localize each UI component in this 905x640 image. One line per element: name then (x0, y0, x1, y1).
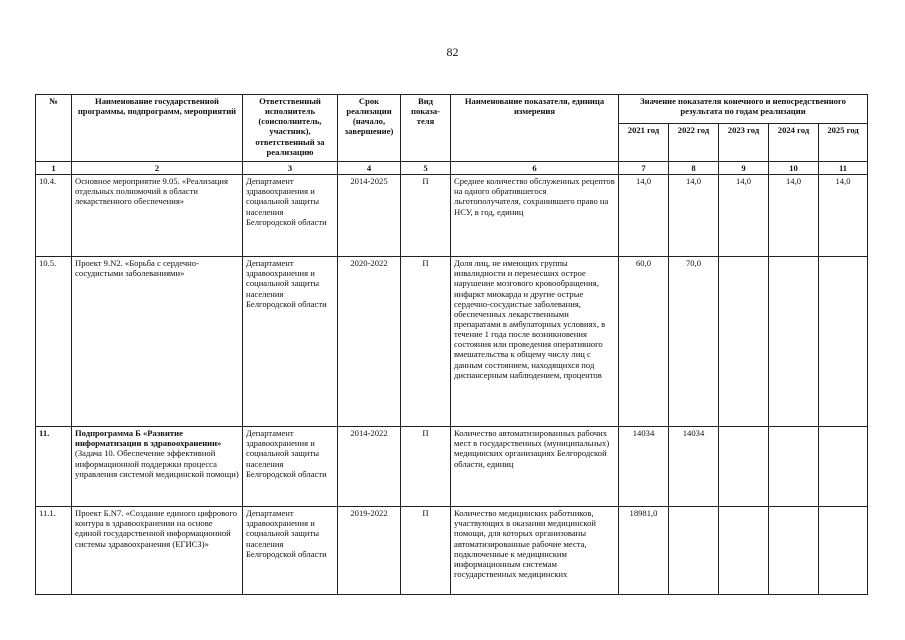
table-row (36, 427, 868, 507)
header-year: 2025 год (819, 124, 868, 162)
row-num: 10.4. (36, 175, 72, 257)
row-term: 2019-2022 (338, 507, 401, 595)
row-num: 10.5. (36, 257, 72, 427)
column-number: 3 (243, 162, 338, 175)
column-number: 7 (619, 162, 669, 175)
row-name-cell (72, 427, 243, 507)
row-indicator: Доля лиц, не имеющих группы инвалидности и перенесших острое нарушение мозгового кровообращения, инфаркт миокарда и другие острые сердечно-сосудистые заболевания, обеспеченных лекарственными препаратами в амбулаторных условиях, в течение 1 года после возникновения состояния или проведения оперативного вмешательства к общему числу лиц с данным состоянием, находящихся под диспансерным наблюдением, процентов (451, 257, 619, 427)
value-2022: 14034 (669, 427, 719, 507)
value-2021: 18981,0 (619, 507, 669, 595)
value-2021: 14,0 (619, 175, 669, 257)
row-indicator: Количество автоматизированных рабочих мест в государственных (муниципальных) медицинских организациях Белгородской области, единиц (451, 427, 619, 507)
row-executor: Департамент здравоохранения и социальной защиты населения Белгородской области (243, 507, 338, 595)
column-number: 1 (36, 162, 72, 175)
value-2023 (719, 427, 769, 507)
value-2023 (719, 507, 769, 595)
column-number: 9 (719, 162, 769, 175)
row-indicator: Количество медицинских работников, участвующих в оказании медицинской помощи, для которых организованы автоматизированные рабочие места, подключенные к медицинским информационным системам государственных медицинских (451, 507, 619, 595)
column-number: 8 (669, 162, 719, 175)
row-term: 2014-2025 (338, 175, 401, 257)
header-year: 2024 год (769, 124, 819, 162)
table-row (36, 257, 868, 427)
value-2024 (769, 427, 819, 507)
header-executor: Ответственный исполнитель (соисполнитель, участник), ответственный за реализацию (243, 95, 338, 162)
value-2024 (769, 257, 819, 427)
column-number: 2 (72, 162, 243, 175)
row-executor: Департамент здравоохранения и социальной защиты населения Белгородской области (243, 257, 338, 427)
row-name: Проект Б.N7. «Создание единого цифрового контура в здравоохранении на основе единой государственной информационной системы здравоохранения (ЕГИСЗ)» (72, 507, 243, 595)
column-number: 5 (401, 162, 451, 175)
column-number: 10 (769, 162, 819, 175)
row-name: (Задача 10. Обеспечение эффективной информационной поддержки процесса управления системой медицинской помощи) (75, 448, 239, 479)
value-2025 (819, 427, 868, 507)
value-2024 (769, 507, 819, 595)
column-number: 11 (819, 162, 868, 175)
value-2022 (669, 507, 719, 595)
table-row (36, 175, 868, 257)
header-name: Наименование государственной программы, подпрограмм, мероприятий (72, 95, 243, 162)
page-number: 82 (446, 45, 459, 59)
row-indicator: Среднее количество обслуженных рецептов на одного обратившегося льготополучателя, сохранившего право на НСУ, в год, единиц (451, 175, 619, 257)
header-year: 2021 год (619, 124, 669, 162)
header-num: № (36, 95, 72, 162)
row-type: П (401, 257, 451, 427)
column-number: 4 (338, 162, 401, 175)
row-executor: Департамент здравоохранения и социальной защиты населения Белгородской области (243, 175, 338, 257)
value-2025 (819, 257, 868, 427)
header-type: Вид показа-теля (401, 95, 451, 162)
value-2022: 70,0 (669, 257, 719, 427)
header-year: 2022 год (669, 124, 719, 162)
value-2023 (719, 257, 769, 427)
row-type: П (401, 175, 451, 257)
row-num: 11.1. (36, 507, 72, 595)
value-2021: 60,0 (619, 257, 669, 427)
value-2024: 14,0 (769, 175, 819, 257)
row-term: 2020-2022 (338, 257, 401, 427)
value-2022: 14,0 (669, 175, 719, 257)
row-num: 11. (36, 427, 72, 507)
column-number-row (36, 162, 868, 175)
row-executor: Департамент здравоохранения и социальной защиты населения Белгородской области (243, 427, 338, 507)
header-year: 2023 год (719, 124, 769, 162)
header-indicator: Наименование показателя, единица измерения (451, 95, 619, 162)
program-indicators-table (35, 94, 868, 595)
row-name: Проект 9.N2. «Борьба с сердечно-сосудистыми заболеваниями» (72, 257, 243, 427)
value-2025: 14,0 (819, 175, 868, 257)
header-term: Срок реализации (начало, завершение) (338, 95, 401, 162)
row-term: 2014-2022 (338, 427, 401, 507)
header-values-group: Значение показателя конечного и непосредственного результата по годам реализации (619, 95, 868, 124)
value-2021: 14034 (619, 427, 669, 507)
subprogram-title: Подпрограмма Б «Развитие информатизации в здравоохранении» (75, 428, 222, 449)
table-row (36, 507, 868, 595)
value-2023: 14,0 (719, 175, 769, 257)
row-type: П (401, 507, 451, 595)
value-2025 (819, 507, 868, 595)
row-name: Основное мероприятие 9.05. «Реализация отдельных полномочий в области лекарственного обеспечения» (72, 175, 243, 257)
column-number: 6 (451, 162, 619, 175)
row-type: П (401, 427, 451, 507)
